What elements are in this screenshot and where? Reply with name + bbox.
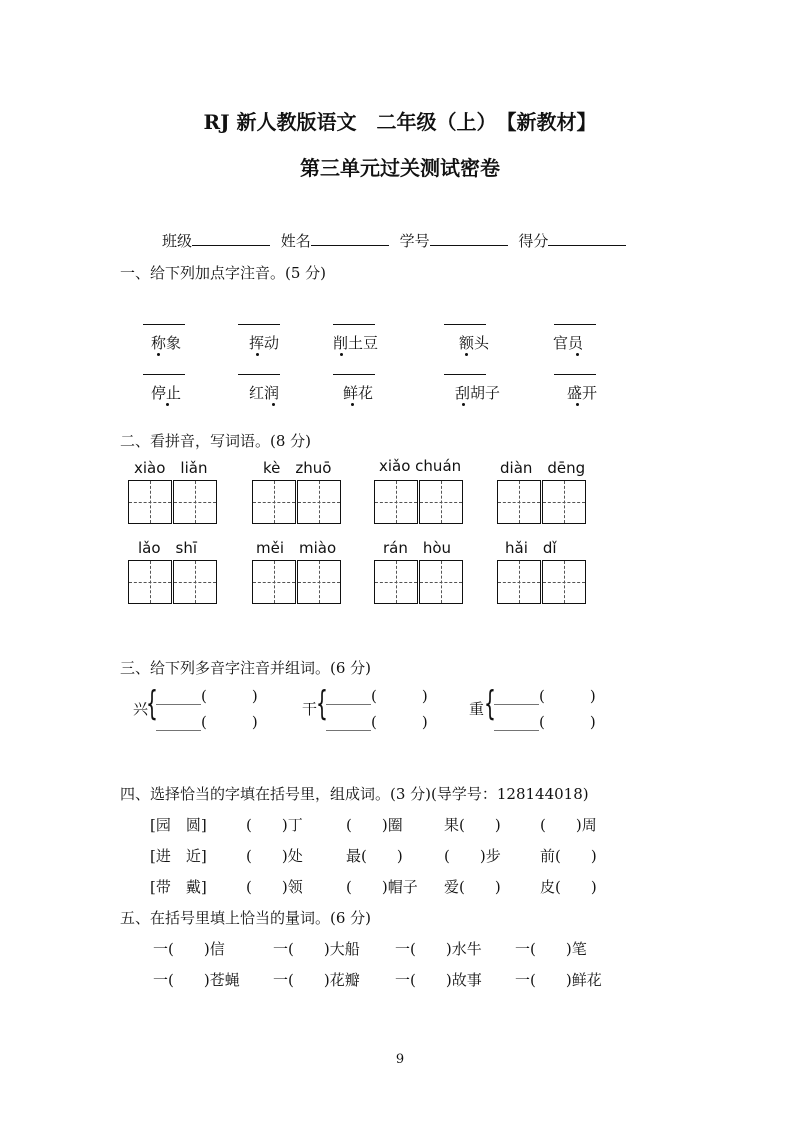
writing-grid-box[interactable]: [252, 480, 296, 524]
answer-line[interactable]: [333, 374, 375, 375]
emphasis-dot: [576, 403, 579, 406]
section4-title: 四、选择恰当的字填在括号里，组成词。(3 分)(导学号：128144018): [120, 785, 589, 803]
fill-item[interactable]: 一( )故事: [395, 971, 482, 989]
emphasis-dot: [576, 353, 579, 356]
answer-line[interactable]: [554, 324, 596, 325]
word-item: 盛开: [567, 384, 598, 402]
writing-grid-box[interactable]: [128, 560, 172, 604]
section3-title: 三、给下列多音字注音并组词。(6 分): [120, 659, 372, 677]
name-field[interactable]: [311, 231, 389, 246]
polyphone-blank[interactable]: ______( ): [326, 687, 428, 705]
emphasis-dot: [465, 353, 468, 356]
writing-grid-box[interactable]: [419, 560, 463, 604]
fill-item[interactable]: 前( ): [540, 847, 597, 865]
pinyin-label: diàn dēng: [500, 459, 586, 477]
pinyin-label: lǎo shī: [138, 539, 198, 557]
name-label: 姓名: [280, 232, 311, 250]
word-item: 削土豆: [333, 334, 379, 352]
char-pair: [园 圆]: [150, 816, 207, 834]
pinyin-label: kè zhuō: [263, 459, 332, 477]
fill-item[interactable]: ( )领: [246, 878, 303, 896]
page-number: 9: [395, 1052, 405, 1067]
writing-grid-box[interactable]: [542, 480, 586, 524]
writing-grid-box[interactable]: [542, 560, 586, 604]
polyphone-char: 兴: [133, 700, 149, 718]
writing-grid-box[interactable]: [374, 480, 418, 524]
polyphone-blank[interactable]: ______( ): [494, 713, 596, 731]
answer-line[interactable]: [444, 324, 486, 325]
emphasis-dot: [462, 403, 465, 406]
emphasis-dot: [340, 353, 343, 356]
fill-item[interactable]: 一( )花瓣: [273, 971, 360, 989]
class-field[interactable]: [192, 231, 270, 246]
word-item: 额头: [459, 334, 490, 352]
fill-item[interactable]: ( )圈: [346, 816, 403, 834]
answer-line[interactable]: [444, 374, 486, 375]
writing-grid-box[interactable]: [374, 560, 418, 604]
document-subtitle: 第三单元过关测试密卷: [300, 156, 500, 180]
word-item: 挥动: [249, 334, 280, 352]
class-label: 班级: [162, 232, 193, 250]
word-item: 鲜花: [343, 384, 374, 402]
writing-grid-box[interactable]: [497, 480, 541, 524]
writing-grid-box[interactable]: [497, 560, 541, 604]
fill-item[interactable]: ( )帽子: [346, 878, 418, 896]
word-item: 刮胡子: [455, 384, 501, 402]
emphasis-dot: [351, 403, 354, 406]
emphasis-dot: [272, 403, 275, 406]
writing-grid-box[interactable]: [128, 480, 172, 524]
word-item: 停止: [151, 384, 182, 402]
pinyin-label: xiǎo chuán: [379, 457, 462, 475]
brace-icon: {: [146, 684, 158, 724]
fill-item[interactable]: 爱( ): [444, 878, 501, 896]
polyphone-blank[interactable]: ______( ): [326, 713, 428, 731]
answer-line[interactable]: [143, 374, 185, 375]
fill-item[interactable]: 一( )大船: [273, 940, 360, 958]
brace-icon: {: [484, 684, 496, 724]
section1-title: 一、给下列加点字注音。(5 分): [120, 264, 327, 282]
char-pair: [进 近]: [150, 847, 207, 865]
writing-grid-box[interactable]: [173, 480, 217, 524]
polyphone-char: 干: [302, 700, 318, 718]
pinyin-label: xiào liǎn: [134, 459, 208, 477]
fill-item[interactable]: 最( ): [346, 847, 403, 865]
fill-item[interactable]: 果( ): [444, 816, 501, 834]
fill-item[interactable]: 一( )笔: [515, 940, 587, 958]
writing-grid-box[interactable]: [419, 480, 463, 524]
fill-item[interactable]: 一( )苍蝇: [153, 971, 240, 989]
info-line: [162, 230, 626, 251]
brace-icon: {: [316, 684, 328, 724]
fill-item[interactable]: ( )步: [444, 847, 501, 865]
answer-line[interactable]: [238, 324, 280, 325]
word-item: 称象: [151, 334, 182, 352]
fill-item[interactable]: ( )丁: [246, 816, 303, 834]
writing-grid-box[interactable]: [297, 480, 341, 524]
fill-item[interactable]: 皮( ): [540, 878, 597, 896]
answer-line[interactable]: [238, 374, 280, 375]
answer-line[interactable]: [143, 324, 185, 325]
fill-item[interactable]: ( )处: [246, 847, 303, 865]
writing-grid-box[interactable]: [297, 560, 341, 604]
word-item: 官员: [553, 334, 584, 352]
fill-item[interactable]: 一( )鲜花: [515, 971, 602, 989]
number-field[interactable]: [430, 231, 508, 246]
answer-line[interactable]: [333, 324, 375, 325]
polyphone-blank[interactable]: ______( ): [156, 687, 258, 705]
pinyin-label: měi miào: [256, 539, 337, 557]
writing-grid-box[interactable]: [252, 560, 296, 604]
word-item: 红润: [249, 384, 280, 402]
fill-item[interactable]: 一( )水牛: [395, 940, 482, 958]
char-pair: [带 戴]: [150, 878, 207, 896]
number-label: 学号: [399, 232, 430, 250]
polyphone-blank[interactable]: ______( ): [156, 713, 258, 731]
pinyin-label: rán hòu: [383, 539, 452, 557]
section5-title: 五、在括号里填上恰当的量词。(6 分): [120, 909, 372, 927]
fill-item[interactable]: ( )周: [540, 816, 597, 834]
writing-grid-box[interactable]: [173, 560, 217, 604]
polyphone-char: 重: [469, 700, 485, 718]
document-title: RJ 新人教版语文 二年级（上） 【新教材】: [203, 110, 597, 134]
fill-item[interactable]: 一( )信: [153, 940, 225, 958]
emphasis-dot: [166, 403, 169, 406]
polyphone-blank[interactable]: ______( ): [494, 687, 596, 705]
emphasis-dot: [256, 353, 259, 356]
pinyin-label: hǎi dǐ: [505, 539, 557, 557]
score-field[interactable]: [548, 231, 626, 246]
emphasis-dot: [157, 353, 160, 356]
answer-line[interactable]: [554, 374, 596, 375]
score-label: 得分: [518, 232, 549, 250]
section2-title: 二、看拼音，写词语。(8 分): [120, 432, 312, 450]
